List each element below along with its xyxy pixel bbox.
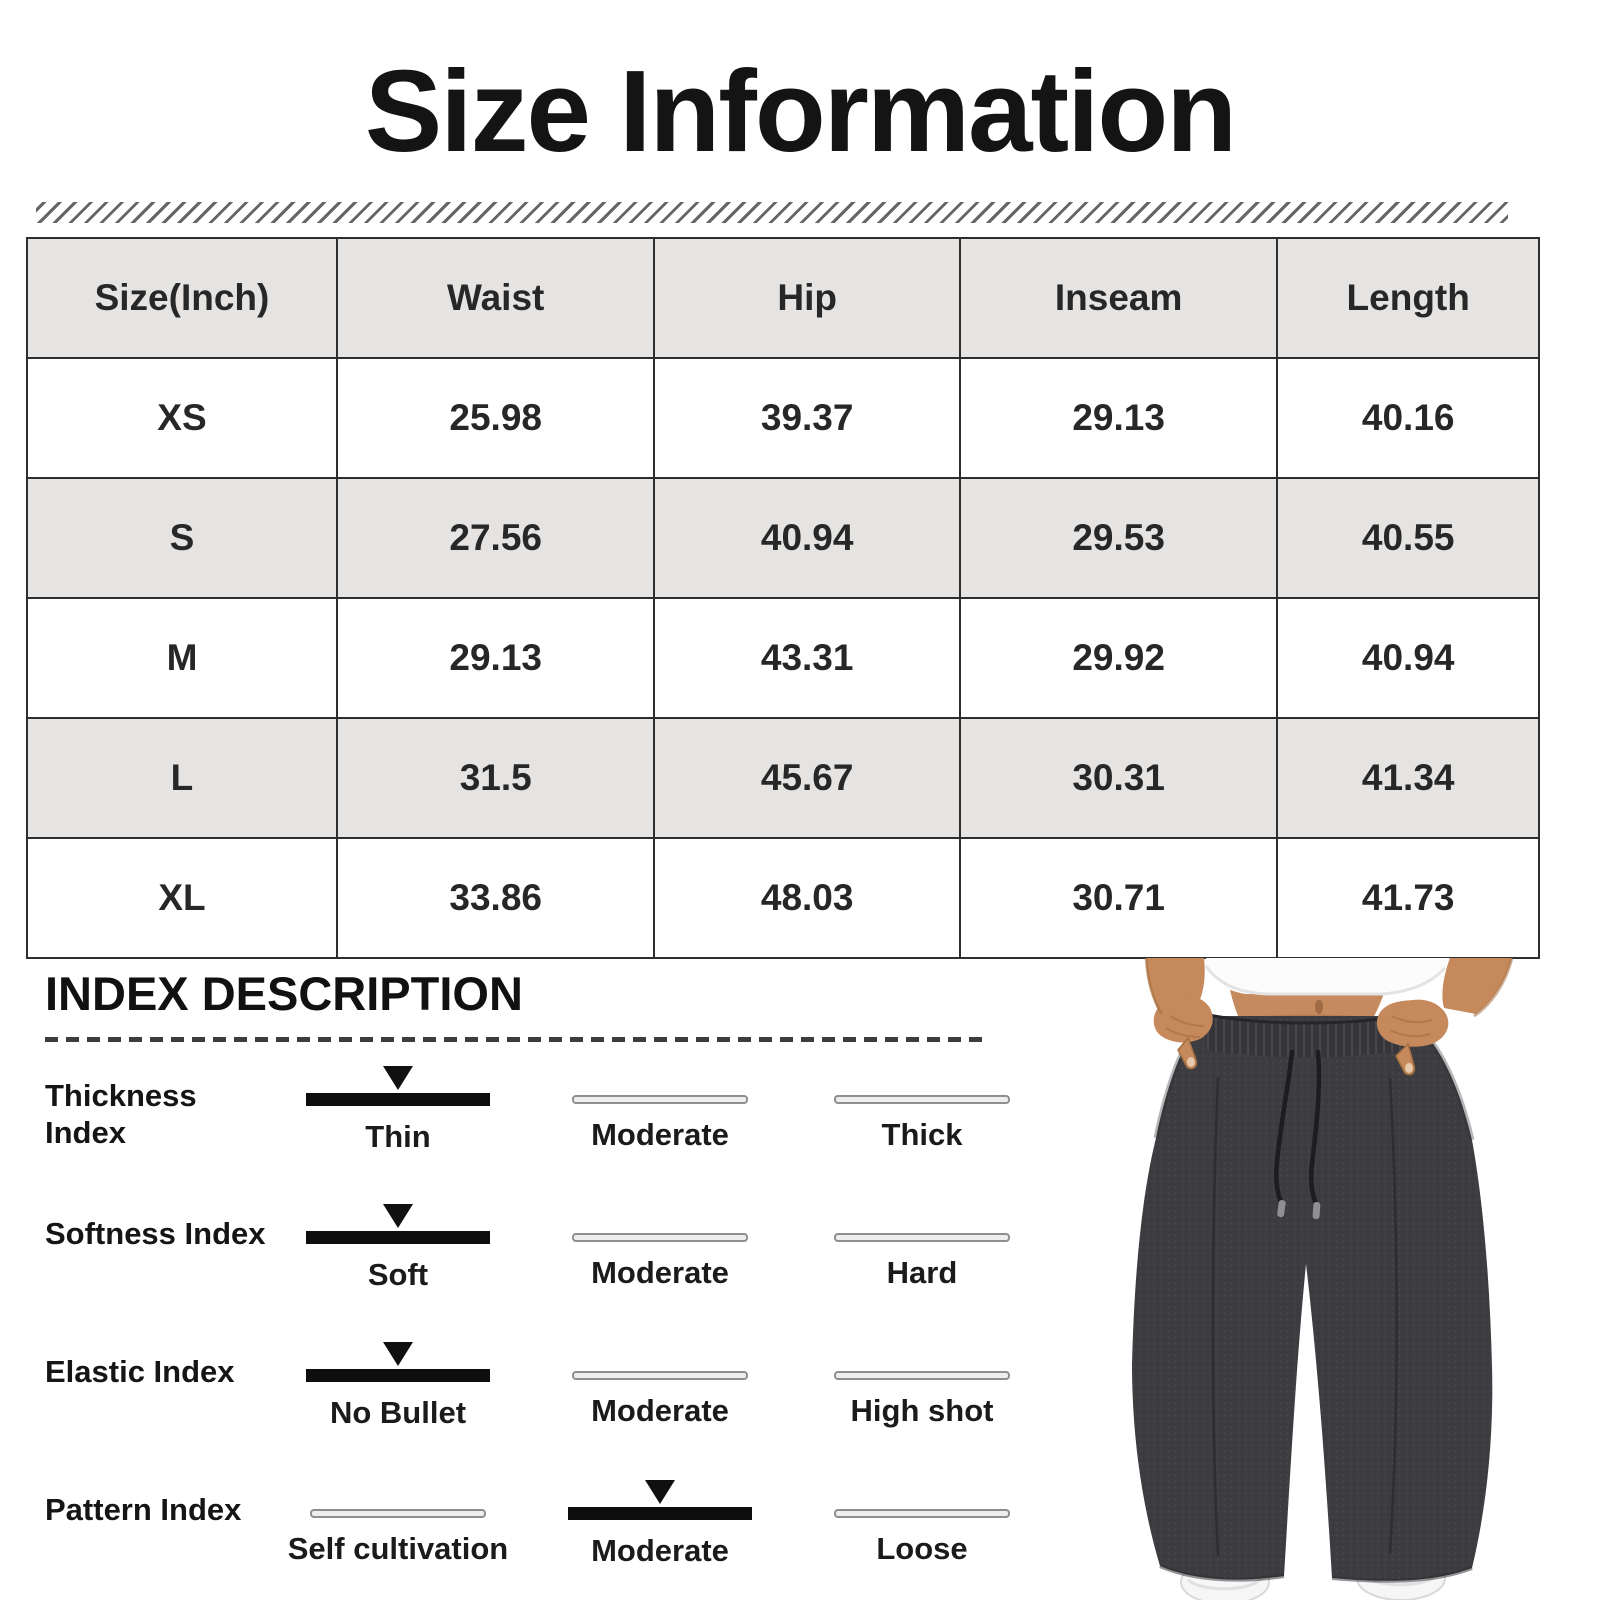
size-table bbox=[26, 237, 1540, 959]
table-cell: 33.86 bbox=[337, 838, 655, 958]
index-row-label: Pattern Index bbox=[45, 1492, 242, 1527]
table-cell: 40.94 bbox=[1277, 598, 1539, 718]
table-cell: 43.31 bbox=[654, 598, 959, 718]
table-header-row bbox=[27, 238, 1539, 358]
header-cell: Hip bbox=[654, 238, 959, 358]
table-cell: 27.56 bbox=[337, 478, 655, 598]
index-option-label: Moderate bbox=[591, 1533, 729, 1568]
table-cell: 45.67 bbox=[654, 718, 959, 838]
index-option-label: Loose bbox=[876, 1531, 968, 1566]
index-option-label: Thin bbox=[365, 1119, 431, 1154]
index-option bbox=[791, 1342, 1053, 1456]
table-cell: M bbox=[27, 598, 337, 718]
index-option bbox=[791, 1066, 1053, 1180]
table-cell: 48.03 bbox=[654, 838, 959, 958]
index-option bbox=[529, 1066, 791, 1180]
table-cell: 31.5 bbox=[337, 718, 655, 838]
index-option bbox=[267, 1480, 529, 1594]
index-option bbox=[529, 1204, 791, 1318]
selected-marker-icon bbox=[383, 1342, 413, 1366]
pattern-index-row bbox=[45, 1480, 1060, 1594]
table-cell: 40.94 bbox=[654, 478, 959, 598]
table-row bbox=[27, 838, 1539, 958]
index-bar bbox=[572, 1095, 748, 1104]
table-cell: XL bbox=[27, 838, 337, 958]
table-cell: S bbox=[27, 478, 337, 598]
index-bar bbox=[572, 1371, 748, 1380]
table-cell: 39.37 bbox=[654, 358, 959, 478]
index-option bbox=[267, 1066, 529, 1180]
index-description-section bbox=[45, 966, 1060, 1594]
header-cell: Length bbox=[1277, 238, 1539, 358]
table-cell: 25.98 bbox=[337, 358, 655, 478]
table-row bbox=[27, 718, 1539, 838]
table-cell: 29.53 bbox=[960, 478, 1278, 598]
table-cell: 30.71 bbox=[960, 838, 1278, 958]
table-cell: 29.13 bbox=[960, 358, 1278, 478]
header-cell: Size(Inch) bbox=[27, 238, 337, 358]
thickness-index-row bbox=[45, 1066, 1060, 1180]
elastic-index-row bbox=[45, 1342, 1060, 1456]
index-bar bbox=[834, 1095, 1010, 1104]
selected-marker-icon bbox=[645, 1480, 675, 1504]
index-option-label: High shot bbox=[850, 1393, 994, 1428]
index-description-heading: INDEX DESCRIPTION bbox=[45, 967, 523, 1020]
index-bar bbox=[572, 1233, 748, 1242]
index-bar bbox=[306, 1231, 490, 1244]
header-cell: Waist bbox=[337, 238, 655, 358]
index-row-label: Softness Index bbox=[45, 1216, 266, 1251]
index-option-label: Moderate bbox=[591, 1117, 729, 1152]
index-option-label: Moderate bbox=[591, 1255, 729, 1290]
hatched-divider bbox=[36, 202, 1508, 223]
index-bar bbox=[306, 1369, 490, 1382]
product-photo bbox=[1020, 958, 1600, 1600]
index-option bbox=[529, 1342, 791, 1456]
table-cell: 40.55 bbox=[1277, 478, 1539, 598]
index-option bbox=[529, 1480, 791, 1594]
page-title: Size Information bbox=[364, 46, 1236, 176]
index-option-label: No Bullet bbox=[329, 1395, 467, 1430]
index-bar bbox=[834, 1233, 1010, 1242]
selected-marker-icon bbox=[383, 1204, 413, 1228]
index-option-label: Soft bbox=[367, 1257, 429, 1292]
softness-index-row bbox=[45, 1204, 1060, 1318]
table-row bbox=[27, 358, 1539, 478]
sweatpants-model-illustration bbox=[1020, 958, 1600, 1600]
index-option bbox=[791, 1480, 1053, 1594]
index-row-label: Elastic Index bbox=[45, 1354, 235, 1389]
index-option-label: Hard bbox=[886, 1255, 958, 1290]
table-cell: XS bbox=[27, 358, 337, 478]
dashed-divider bbox=[45, 1037, 987, 1042]
table-cell: 41.34 bbox=[1277, 718, 1539, 838]
table-cell: L bbox=[27, 718, 337, 838]
index-bar bbox=[306, 1093, 490, 1106]
index-option bbox=[791, 1204, 1053, 1318]
table-cell: 29.92 bbox=[960, 598, 1278, 718]
index-option-label: Self cultivation bbox=[287, 1531, 509, 1566]
header-cell: Inseam bbox=[960, 238, 1278, 358]
index-option-label: Moderate bbox=[591, 1393, 729, 1428]
table-cell: 30.31 bbox=[960, 718, 1278, 838]
table-cell: 40.16 bbox=[1277, 358, 1539, 478]
index-row-label: Thickness Index bbox=[45, 1078, 197, 1150]
index-bar bbox=[834, 1509, 1010, 1518]
index-bar bbox=[568, 1507, 752, 1520]
index-option bbox=[267, 1204, 529, 1318]
index-option bbox=[267, 1342, 529, 1456]
index-option-label: Thick bbox=[881, 1117, 963, 1152]
table-cell: 29.13 bbox=[337, 598, 655, 718]
index-bar bbox=[834, 1371, 1010, 1380]
table-row bbox=[27, 478, 1539, 598]
table-cell: 41.73 bbox=[1277, 838, 1539, 958]
selected-marker-icon bbox=[383, 1066, 413, 1090]
table-row bbox=[27, 598, 1539, 718]
index-bar bbox=[310, 1509, 486, 1518]
